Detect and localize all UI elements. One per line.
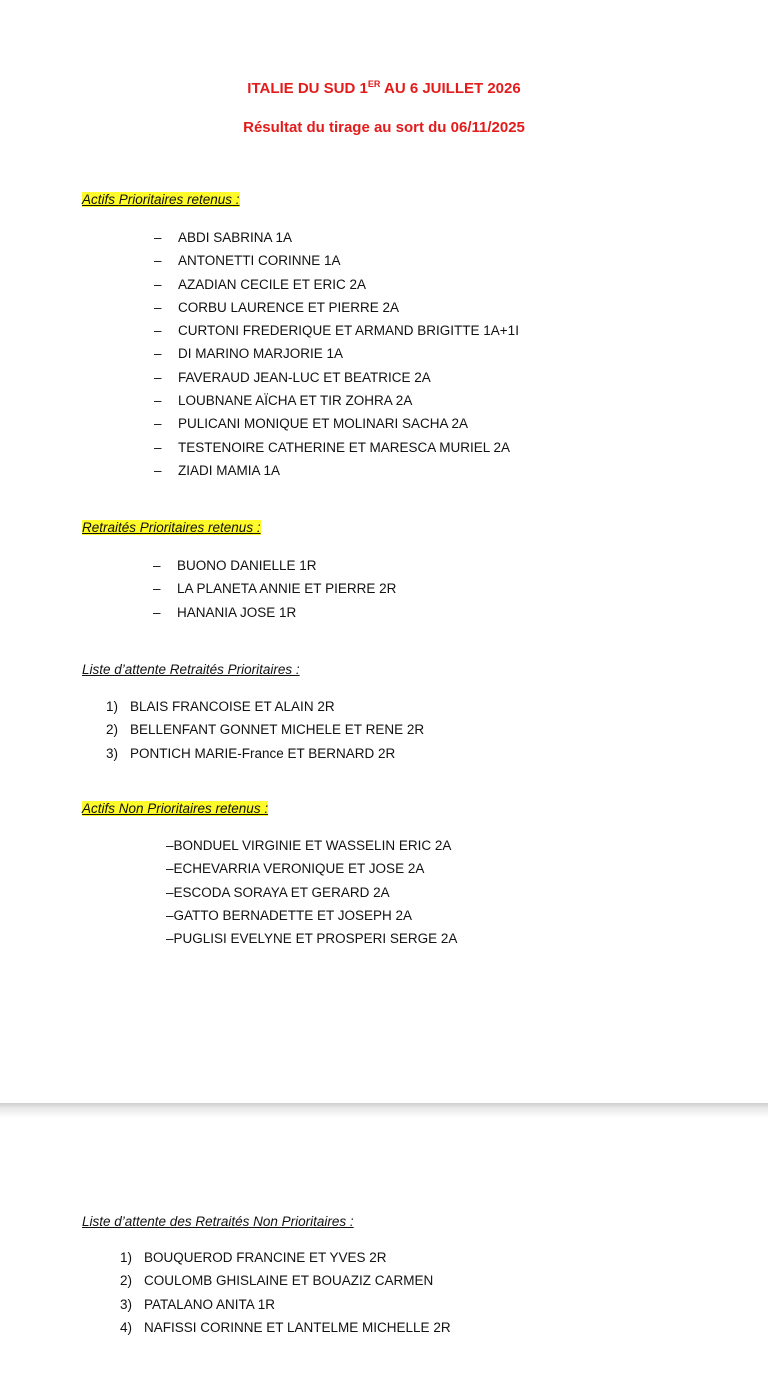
list-item — [153, 601, 396, 624]
section-heading-actifs-non-prioritaires: Actifs Non Prioritaires retenus : — [82, 801, 269, 816]
list-item — [166, 834, 457, 857]
list-item-text: DI MARINO MARJORIE 1A — [178, 346, 344, 362]
document-page-2 — [0, 1118, 768, 1383]
list-number: 2) — [106, 722, 119, 738]
list-dash: – — [166, 838, 174, 853]
list-item — [154, 342, 519, 365]
list-item — [153, 577, 396, 600]
list-item — [154, 273, 519, 296]
list-dash: – — [154, 230, 162, 245]
list-dash: – — [154, 439, 162, 455]
list-item-text: PATALANO ANITA 1R — [144, 1296, 276, 1312]
list-item-text: ESCODA SORAYA ET GERARD 2A — [173, 884, 390, 900]
list-item — [153, 554, 396, 577]
list-dash: – — [166, 884, 174, 900]
list-item-text: CURTONI FREDERIQUE ET ARMAND BRIGITTE 1A+1I — [178, 323, 519, 339]
section-heading-actifs-prioritaires: Actifs Prioritaires retenus : — [82, 192, 240, 207]
list-item-text: BOUQUEROD FRANCINE ET YVES 2R — [144, 1250, 387, 1265]
list-item-text: HANANIA JOSE 1R — [177, 604, 297, 620]
list-item — [154, 459, 519, 482]
list-item — [120, 1293, 451, 1316]
list-item — [154, 412, 519, 435]
list-item-text: GATTO BERNADETTE ET JOSEPH 2A — [173, 907, 413, 923]
list-dash: – — [154, 393, 162, 409]
document-subtitle: Résultat du tirage au sort du 06/11/2025 — [243, 119, 525, 136]
list-item — [154, 366, 519, 389]
list-attente-retraites-non-prioritaires — [120, 1246, 451, 1339]
page-separator — [0, 1103, 768, 1118]
list-item-text: BLAIS FRANCOISE ET ALAIN 2R — [130, 699, 335, 714]
list-item-text: ABDI SABRINA 1A — [178, 230, 293, 245]
list-item — [166, 904, 457, 927]
list-item-text: BONDUEL VIRGINIE ET WASSELIN ERIC 2A — [173, 838, 452, 853]
section-heading-retraites-prioritaires: Retraités Prioritaires retenus : — [82, 520, 261, 535]
list-dash: – — [154, 276, 162, 292]
list-item-text: ZIADI MAMIA 1A — [178, 462, 281, 478]
list-dash: – — [166, 861, 174, 877]
list-item — [154, 296, 519, 319]
list-dash: – — [166, 907, 174, 923]
list-item-text: BUONO DANIELLE 1R — [177, 558, 317, 573]
list-dash: – — [154, 323, 162, 339]
list-item-text: FAVERAUD JEAN-LUC ET BEATRICE 2A — [178, 369, 431, 385]
list-item — [120, 1316, 451, 1339]
list-number: 2) — [120, 1273, 133, 1289]
list-number: 3) — [120, 1296, 133, 1312]
list-item-text: LOUBNANE AÏCHA ET TIR ZOHRA 2A — [178, 393, 413, 409]
list-item-text: BELLENFANT GONNET MICHELE ET RENE 2R — [130, 722, 425, 738]
list-retraites-prioritaires — [153, 554, 396, 624]
list-number: 1) — [120, 1250, 133, 1265]
list-dash: – — [153, 558, 161, 573]
list-dash: – — [153, 604, 161, 620]
list-item-text: PULICANI MONIQUE ET MOLINARI SACHA 2A — [178, 416, 469, 432]
list-dash: – — [154, 299, 162, 315]
list-item-text: TESTENOIRE CATHERINE ET MARESCA MURIEL 2A — [178, 439, 511, 455]
list-item-text: LA PLANETA ANNIE ET PIERRE 2R — [177, 581, 397, 597]
list-item — [106, 742, 424, 765]
list-item-text: AZADIAN CECILE ET ERIC 2A — [178, 276, 367, 292]
list-item — [120, 1269, 451, 1292]
list-number: 4) — [120, 1319, 133, 1335]
list-dash: – — [154, 253, 162, 269]
list-item — [154, 249, 519, 272]
list-number: 3) — [106, 745, 119, 761]
list-item-text: COULOMB GHISLAINE ET BOUAZIZ CARMEN — [144, 1273, 434, 1289]
list-item — [154, 319, 519, 342]
list-item — [154, 226, 519, 249]
list-item — [106, 718, 424, 741]
list-dash: – — [166, 931, 174, 947]
section-heading-attente-retraites-non-prioritaires: Liste d’attente des Retraités Non Prioritaires : — [82, 1214, 354, 1229]
document-title: ITALIE DU SUD 1ER AU 6 JUILLET 2026 — [247, 79, 521, 97]
list-actifs-non-prioritaires — [166, 834, 457, 950]
list-dash: – — [154, 416, 162, 432]
list-dash: – — [154, 369, 162, 385]
list-actifs-prioritaires — [154, 226, 519, 482]
list-dash: – — [154, 346, 162, 362]
list-item — [154, 389, 519, 412]
list-item-text: ECHEVARRIA VERONIQUE ET JOSE 2A — [173, 861, 425, 877]
list-dash: – — [154, 462, 162, 478]
list-item — [166, 881, 457, 904]
list-item-text: ANTONETTI CORINNE 1A — [178, 253, 341, 269]
section-heading-attente-retraites-prioritaires: Liste d’attente Retraités Prioritaires : — [82, 662, 300, 677]
list-attente-retraites-prioritaires — [106, 695, 424, 765]
list-item-text: CORBU LAURENCE ET PIERRE 2A — [178, 299, 400, 315]
list-item-text: PONTICH MARIE-France ET BERNARD 2R — [130, 745, 396, 761]
list-number: 1) — [106, 699, 119, 714]
list-item — [166, 857, 457, 880]
list-dash: – — [153, 581, 161, 597]
list-item — [106, 695, 424, 718]
list-item-text: NAFISSI CORINNE ET LANTELME MICHELLE 2R — [144, 1319, 451, 1335]
list-item — [154, 436, 519, 459]
list-item — [120, 1246, 451, 1269]
list-item — [166, 927, 457, 950]
list-item-text: PUGLISI EVELYNE ET PROSPERI SERGE 2A — [173, 931, 458, 947]
